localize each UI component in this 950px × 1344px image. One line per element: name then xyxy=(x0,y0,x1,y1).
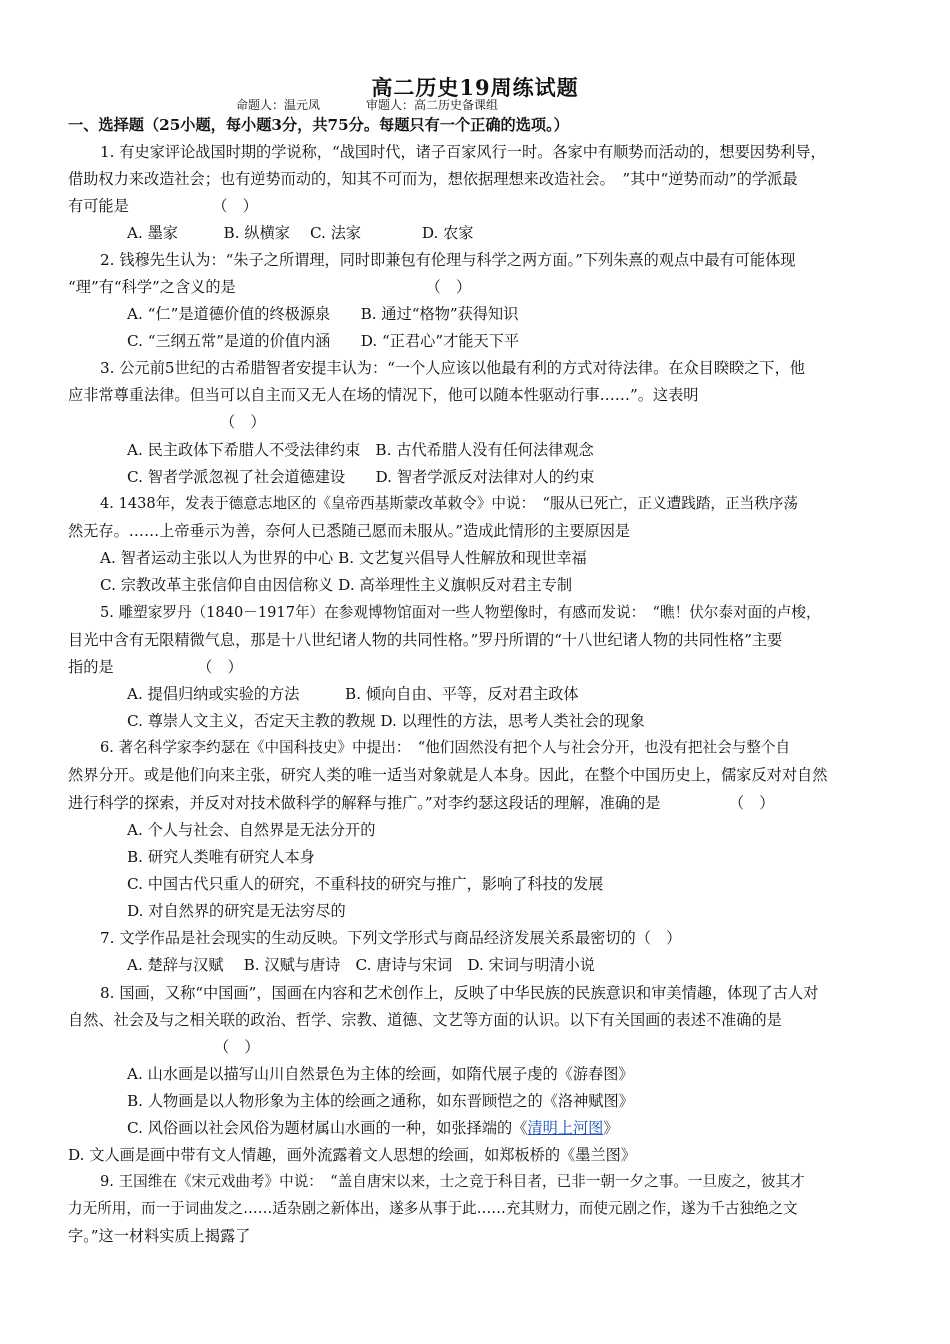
question-text: 目光中含有无限精微气息，那是十八世纪诸人物的共同性格。”罗丹所谓的“十八世纪诸人物的共同性格”主要 xyxy=(68,631,783,649)
question-text: “理”有“科学”之含义的是 （ ） xyxy=(68,278,472,296)
question-text: 指的是 （ ） xyxy=(68,658,243,676)
answer-options: A. “仁”是道德价值的终极源泉 B. 通过“格物”获得知识 xyxy=(127,305,519,323)
reviewer-label: 审题人：高二历史备课组 xyxy=(366,98,499,112)
question-text: 借助权力来改造社会；也有逆势而动的，知其不可而为，想依据理想来改造社会。 ”其中“逆势而动”的学派最 xyxy=(68,170,798,188)
question-text: 然界分开。或是他们向来主张，研究人类的唯一适当对象就是人本身。因此，在整个中国历史上，儒家反对对自然 xyxy=(68,766,828,784)
section-heading: 一、选择题（25小题，每小题3分，共75分。每题只有一个正确的选项。） xyxy=(68,116,569,134)
answer-option xyxy=(127,1118,619,1138)
answer-options: C. “三纲五常”是道的价值内涵 D. “正君心”才能天下平 xyxy=(127,332,520,350)
answer-options: C. 智者学派忽视了社会道德建设 D. 智者学派反对法律对人的约束 xyxy=(127,468,595,486)
answer-option: D. 对自然界的研究是无法穷尽的 xyxy=(127,902,346,920)
painting-link[interactable]: 清明上河图 xyxy=(527,1119,604,1137)
answer-options: A. 墨家 B. 纵横家 C. 法家 D. 农家 xyxy=(127,224,474,242)
question-text: 字。”这一材料实质上揭露了 xyxy=(68,1227,251,1245)
question-text: 有可能是 （ ） xyxy=(68,197,258,215)
page-title: 高二历史19周练试题 xyxy=(371,75,579,100)
answer-option: B. 人物画是以人物形象为主体的绘画之通称，如东晋顾恺之的《洛神赋图》 xyxy=(127,1092,634,1110)
answer-options: A. 智者运动主张以人为世界的中心 B. 文艺复兴倡导人性解放和现世幸福 xyxy=(100,549,587,567)
setter-label: 命题人：温元凤 xyxy=(236,98,321,112)
answer-options: A. 楚辞与汉赋 B. 汉赋与唐诗 C. 唐诗与宋词 D. 宋词与明清小说 xyxy=(127,956,595,974)
question-text: 应非常尊重法律。但当可以自主而又无人在场的情况下，他可以随本性驱动行事……”。这表明 xyxy=(68,386,699,404)
question-text: 3. 公元前5世纪的古希腊智者安提丰认为：“一个人应该以他最有利的方式对待法律。在众目睽睽之下，他 xyxy=(100,359,805,377)
answer-option: A. 山水画是以描写山川自然景色为主体的绘画，如隋代展子虔的《游春图》 xyxy=(127,1065,634,1083)
authors-line xyxy=(236,96,498,113)
answer-option: B. 研究人类唯有研究人本身 xyxy=(127,848,315,866)
answer-blank: （ ） xyxy=(220,413,266,431)
question-text: 自然、社会及与之相关联的政治、哲学、宗教、道德、文艺等方面的认识。以下有关国画的表述不准确的是 xyxy=(68,1011,782,1029)
question-text: 5. 雕塑家罗丹（1840－1917年）在参观博物馆面对一些人物塑像时，有感而发说： “瞧！伏尔泰对面的卢梭， xyxy=(100,604,821,621)
answer-options: A. 提倡归纳或实验的方法 B. 倾向自由、平等，反对君主政体 xyxy=(127,685,579,703)
question-text: 进行科学的探索，并反对对技术做科学的解释与推广。”对李约瑟这段话的理解，准确的是 （ ） xyxy=(68,794,775,812)
question-text: 7. 文学作品是社会现实的生动反映。下列文学形式与商品经济发展关系最密切的（ ） xyxy=(100,929,682,947)
question-text: 2. 钱穆先生认为：“朱子之所谓理，同时即兼包有伦理与科学之两方面。”下列朱熹的观点中最有可能体现 xyxy=(100,251,796,269)
question-text: 力无所用，而一于词曲发之……适杂剧之新体出，遂多从事于此……充其财力，而使元剧之作，遂为千古独绝之文 xyxy=(68,1200,798,1217)
option-text-end: 》 xyxy=(603,1119,619,1137)
question-text: 然无存。……上帝垂示为善，奈何人已悉随己愿而未服从。”造成此情形的主要原因是 xyxy=(68,522,631,540)
option-text: C. 风俗画以社会风俗为题材属山水画的一种，如张择端的《 xyxy=(127,1119,528,1137)
question-text: 1. 有史家评论战国时期的学说称，“战国时代，诸子百家风行一时。各家中有顺势而活动的，想要因势利导， xyxy=(100,143,826,161)
question-text: 9. 王国维在《宋元戏曲考》中说： “盖自唐宋以来，士之竞于科目者，已非一朝一夕之事。一旦废之，彼其才 xyxy=(100,1173,805,1190)
answer-option: C. 中国古代只重人的研究，不重科技的研究与推广，影响了科技的发展 xyxy=(127,875,604,893)
question-text: 6. 著名科学家李约瑟在《中国科技史》中提出： “他们固然没有把个人与社会分开，也没有把社会与整个自 xyxy=(100,739,791,756)
answer-options: C. 尊崇人文主义，否定天主教的教规 D. 以理性的方法，思考人类社会的现象 xyxy=(127,712,645,730)
answer-blank: （ ） xyxy=(214,1038,260,1056)
question-text: 8. 国画，又称“中国画”，国画在内容和艺术创作上，反映了中华民族的民族意识和审美情趣，体现了古人对 xyxy=(100,984,819,1002)
answer-option: D. 文人画是画中带有文人情趣，画外流露着文人思想的绘画，如郑板桥的《墨兰图》 xyxy=(68,1146,637,1164)
answer-options: A. 民主政体下希腊人不受法律约束 B. 古代希腊人没有任何法律观念 xyxy=(127,441,594,459)
question-text: 4. 1438年，发表于德意志地区的《皇帝西基斯蒙改革敕令》中说： “服从已死亡，正义遭践踏，正当秩序荡 xyxy=(100,495,798,512)
answer-option: A. 个人与社会、自然界是无法分开的 xyxy=(127,821,376,839)
answer-options: C. 宗教改革主张信仰自由因信称义 D. 高举理性主义旗帜反对君主专制 xyxy=(100,576,573,594)
